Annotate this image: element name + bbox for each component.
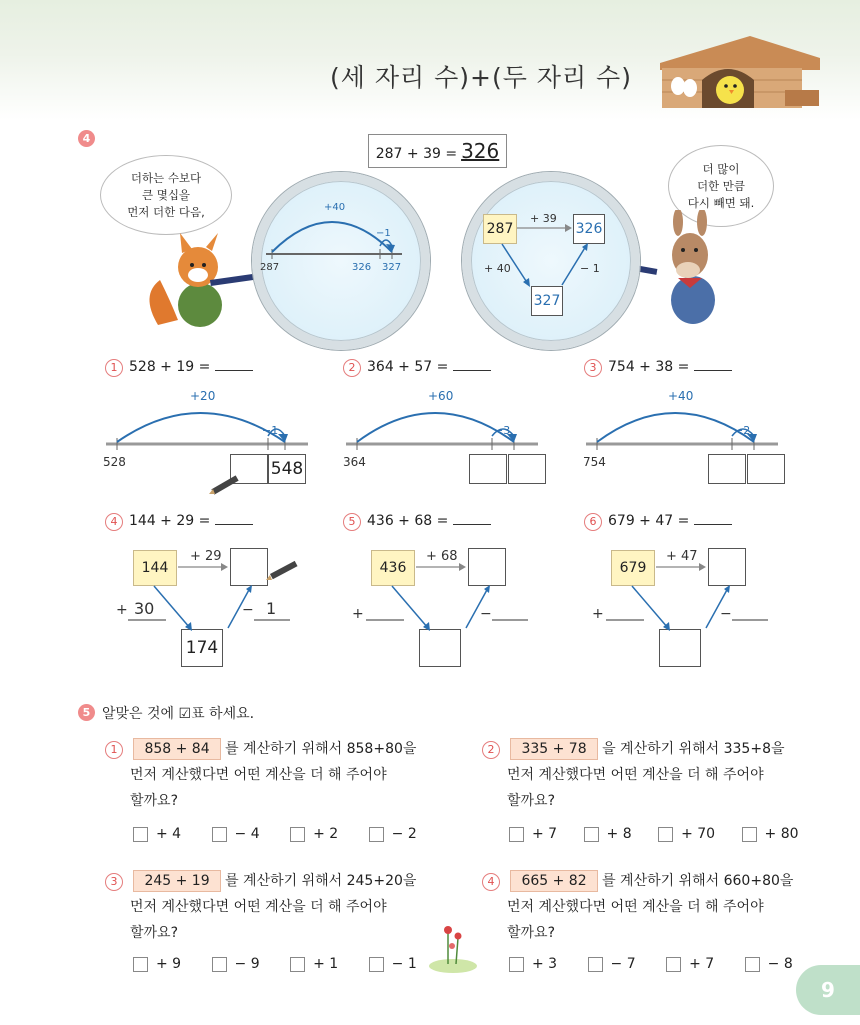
right-lens-end-box: 326: [573, 214, 605, 244]
q5-item-2-text: 2 335 + 78 을 계산하기 위해서 335+8을 먼저 계산했다면 어떤 계산을 더 해 주어야 할까요?: [482, 736, 785, 814]
donkey-bubble-line-1: 더 많이: [702, 161, 740, 176]
problem-6-right-sign: −: [720, 606, 732, 622]
pencil-icon: [205, 472, 245, 500]
q5-item-1-option-3[interactable]: + 2: [290, 826, 338, 842]
fox-bubble-line-3: 먼저 더한 다음,: [127, 204, 205, 219]
checkbox[interactable]: [745, 957, 760, 972]
checkbox[interactable]: [509, 827, 524, 842]
q5-item-1-option-2[interactable]: − 4: [212, 826, 260, 842]
problem-4-equation: 4 144 + 29 =: [105, 512, 253, 531]
checkbox[interactable]: [588, 957, 603, 972]
problem-2-start-number: 364: [343, 455, 366, 469]
right-lens-arrows: [462, 172, 640, 350]
checkbox[interactable]: [369, 957, 384, 972]
problem-4-arrows: [110, 540, 310, 640]
problem-5-left-sign: +: [352, 606, 364, 622]
problem-4-right-value: 1: [266, 599, 277, 618]
right-lens-top-label: + 39: [530, 212, 557, 225]
flower-icon: [428, 918, 478, 974]
example-answer: 326: [461, 139, 500, 163]
checkbox[interactable]: [658, 827, 673, 842]
q5-item-1-expression: 858 + 84: [133, 738, 220, 760]
q5-item-4-text: 4 665 + 82 를 계산하기 위해서 660+80을 먼저 계산했다면 어떤 계산을 더 해 주어야 할까요?: [482, 868, 793, 946]
problem-1-start-number: 528: [103, 455, 126, 469]
question-4-badge: 4: [78, 130, 95, 147]
problem-4-left-sign: +: [116, 602, 128, 618]
question-5-instruction: 알맞은 것에 ☑표 하세요.: [102, 706, 255, 722]
problem-2-box-a[interactable]: [469, 454, 507, 484]
checkbox[interactable]: [584, 827, 599, 842]
problem-6-left-sign: +: [592, 606, 604, 622]
q5-item-3-expression: 245 + 19: [133, 870, 220, 892]
problem-6-top-label: + 47: [666, 549, 698, 564]
q5-item-4-option-2[interactable]: − 7: [588, 956, 636, 972]
pencil-icon-2: [262, 560, 302, 586]
problem-5-equation: 5 436 + 68 =: [343, 512, 491, 531]
checkbox[interactable]: [290, 957, 305, 972]
q5-item-1-options: [133, 826, 417, 842]
q5-item-4-expression: 665 + 82: [510, 870, 597, 892]
checkbox[interactable]: [509, 957, 524, 972]
q5-item-2-option-3[interactable]: + 70: [658, 826, 715, 842]
problem-3-box-b[interactable]: [747, 454, 785, 484]
page-title: (세 자리 수)+(두 자리 수): [330, 63, 632, 92]
right-lens-right-label: − 1: [580, 262, 600, 275]
q5-item-2-option-1[interactable]: + 7: [509, 826, 557, 842]
checkbox[interactable]: [133, 957, 148, 972]
checkbox[interactable]: [212, 827, 227, 842]
q5-item-2-option-4[interactable]: + 80: [742, 826, 799, 842]
problem-2-arc-top: +60: [428, 389, 454, 403]
q5-item-4-option-4[interactable]: − 8: [745, 956, 793, 972]
q5-item-2-options: [509, 826, 799, 842]
chick-house-illustration: [650, 28, 825, 110]
problem-3-arc-sub: −2: [734, 424, 751, 437]
problem-6-start-box: 679: [611, 550, 655, 586]
right-lens-start-box: 287: [483, 214, 517, 244]
left-lens-top-label: +40: [324, 202, 346, 213]
right-lens-mid-box: 327: [531, 286, 563, 316]
problem-5-arrows: [348, 540, 548, 640]
problem-6-arrows: [588, 540, 788, 640]
problem-3-box-a[interactable]: [708, 454, 746, 484]
question-5-badge: 5: [78, 704, 95, 721]
checkbox[interactable]: [290, 827, 305, 842]
donkey-bubble-line-2: 더한 만큼: [696, 178, 746, 193]
problem-1-equation: 1 528 + 19 =: [105, 358, 253, 377]
q5-item-4-option-3[interactable]: + 7: [666, 956, 714, 972]
fox-bubble-line-2: 큰 몇십을: [141, 187, 191, 202]
problem-4-right-sign: −: [242, 602, 254, 618]
donkey-bubble-line-3: 다시 빼면 돼.: [687, 195, 755, 210]
left-lens-sub-label: −1: [376, 228, 391, 239]
problem-4-mid-box[interactable]: 174: [181, 629, 223, 667]
q5-item-1-text: 1 858 + 84 를 계산하기 위해서 858+80을 먼저 계산했다면 어떤 계산을 더 해 주어야 할까요?: [105, 736, 416, 814]
q5-item-3-option-4[interactable]: − 1: [369, 956, 417, 972]
problem-4-left-value: 30: [134, 599, 155, 618]
fox-bubble-line-1: 더하는 수보다: [130, 170, 202, 185]
problem-5-start-box: 436: [371, 550, 415, 586]
example-equation-box: [368, 134, 507, 168]
q5-item-3-option-1[interactable]: + 9: [133, 956, 181, 972]
q5-item-3-option-2[interactable]: − 9: [212, 956, 260, 972]
q5-item-3-option-3[interactable]: + 1: [290, 956, 338, 972]
problem-5-top-label: + 68: [426, 549, 458, 564]
checkbox[interactable]: [742, 827, 757, 842]
fox-speech-bubble: [100, 155, 232, 235]
checkbox[interactable]: [369, 827, 384, 842]
left-lens-number-1: 287: [260, 262, 280, 273]
problem-1-arc-sub: −1: [262, 424, 279, 437]
left-lens-number-3: 327: [382, 262, 402, 273]
problem-1-box-b[interactable]: 548: [268, 454, 306, 484]
problem-5-right-sign: −: [480, 606, 492, 622]
q5-item-2-expression: 335 + 78: [510, 738, 597, 760]
problem-6-equation: 6 679 + 47 =: [584, 512, 732, 531]
q5-item-3-options: [133, 956, 417, 972]
problem-3-start-number: 754: [583, 455, 606, 469]
problem-3-arc-top: +40: [668, 389, 694, 403]
example-equation: 287 + 39 =: [375, 146, 458, 162]
checkbox[interactable]: [133, 827, 148, 842]
problem-2-equation: 2 364 + 57 =: [343, 358, 491, 377]
q5-item-4-options: [509, 956, 793, 972]
problem-2-box-b[interactable]: [508, 454, 546, 484]
checkbox[interactable]: [212, 957, 227, 972]
page-number: 9: [796, 965, 860, 1015]
q5-item-2-option-2[interactable]: + 8: [584, 826, 632, 842]
q5-item-4-option-1[interactable]: + 3: [509, 956, 557, 972]
problem-2-arc-sub: −3: [494, 424, 511, 437]
left-lens-number-2: 326: [352, 262, 372, 273]
fox-illustration: [140, 225, 265, 335]
left-lens-number-line: [252, 172, 430, 350]
q5-item-1-option-1[interactable]: + 4: [133, 826, 181, 842]
q5-item-1-option-4[interactable]: − 2: [369, 826, 417, 842]
q5-item-3-text: 3 245 + 19 를 계산하기 위해서 245+20을 먼저 계산했다면 어떤 계산을 더 해 주어야 할까요?: [105, 868, 416, 946]
problem-4-top-label: + 29: [190, 549, 222, 564]
problem-1-arc-top: +20: [190, 389, 216, 403]
checkbox[interactable]: [666, 957, 681, 972]
problem-3-equation: 3 754 + 38 =: [584, 358, 732, 377]
right-lens-left-label: + 40: [484, 262, 511, 275]
problem-4-start-box: 144: [133, 550, 177, 586]
